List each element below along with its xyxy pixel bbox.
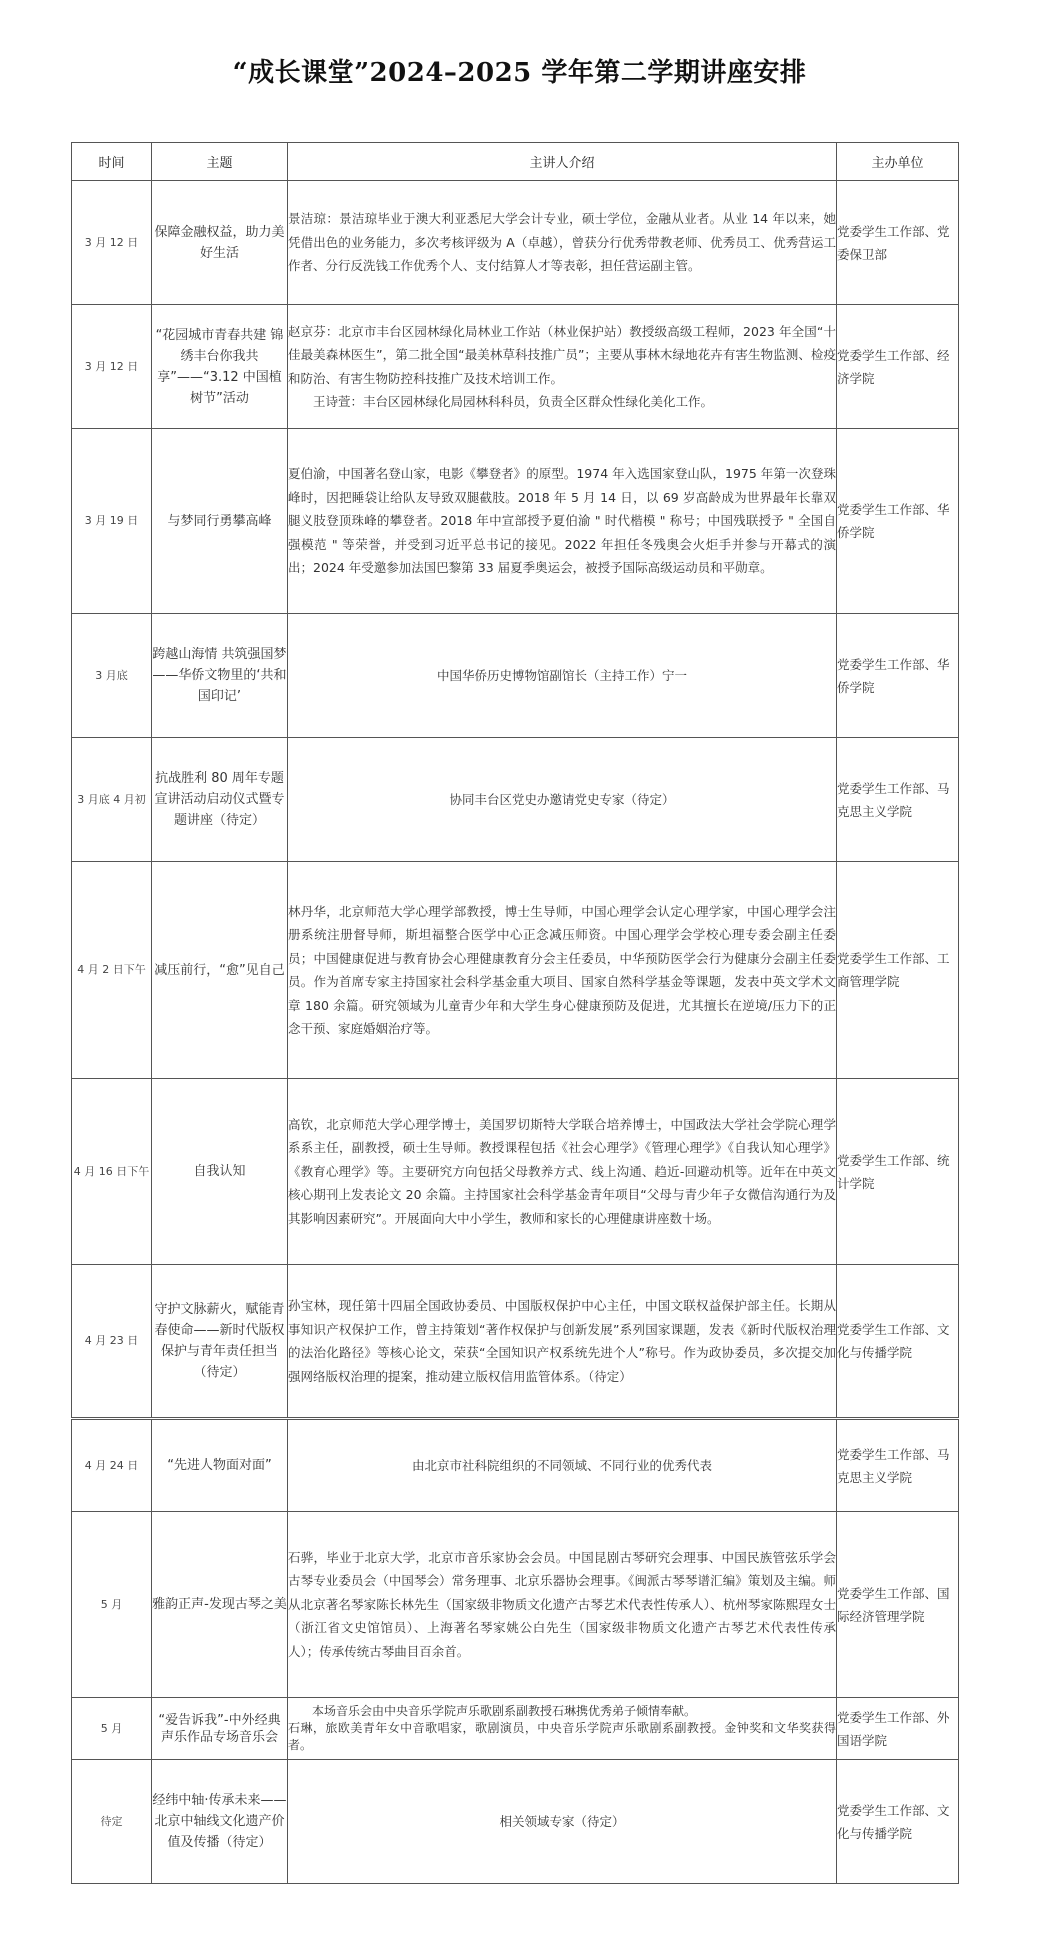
row-date: 待定 [72,1760,152,1884]
row-organizer: 党委学生工作部、文化与传播学院 [837,1265,959,1419]
row-organizer: 党委学生工作部、统计学院 [837,1079,959,1265]
table-row [72,1760,959,1884]
row-topic: 自我认知 [152,1079,288,1265]
row-organizer: 党委学生工作部、党委保卫部 [837,181,959,305]
table-row [72,1512,959,1698]
row-organizer: 党委学生工作部、马克思主义学院 [837,738,959,862]
row-organizer: 党委学生工作部、经济学院 [837,305,959,429]
row-topic: “先进人物面对面” [152,1419,288,1512]
table-row [72,181,959,305]
row-topic: 保障金融权益，助力美好生活 [152,181,288,305]
row-topic: 与梦同行勇攀高峰 [152,429,288,614]
row-speaker-intro: 石骅，毕业于北京大学，北京市音乐家协会会员。中国昆剧古琴研究会理事、中国民族管弦乐学会古琴专业委员会（中国琴会）常务理事、北京乐器协会理事。《闽派古琴琴谱汇编》策划及主编。师从北京著名琴家陈长林先生（国家级非物质文化遗产古琴艺术代表性传承人）、杭州琴家陈熙珵女士（浙江省文史馆馆员）、上海著名琴家姚公白先生（国家级非物质文化遗产古琴艺术代表性传承人）；传承传统古琴曲目百余首。 [288,1512,837,1698]
page-title: “成长课堂”2024–2025 学年第二学期讲座安排 [232,58,807,88]
header-topic: 主题 [152,143,288,181]
table-row [72,429,959,614]
row-topic: “爱告诉我”-中外经典声乐作品专场音乐会 [152,1698,288,1760]
row-date: 3 月 12 日 [72,305,152,429]
row-date: 3 月底 4 月初 [72,738,152,862]
speaker-intro-secondary: 石琳，旅欧美青年女中音歌唱家，歌剧演员，中央音乐学院声乐歌剧系副教授。金钟奖和文华奖获得者。 [288,1721,836,1752]
row-topic: 跨越山海情 共筑强国梦——华侨文物里的‘共和国印记’ [152,614,288,738]
speaker-intro-secondary: 王诗萱：丰台区园林绿化局园林科科员，负责全区群众性绿化美化工作。 [313,394,714,409]
row-date: 4 月 2 日下午 [72,862,152,1079]
table-row [72,862,959,1079]
row-date: 3 月 12 日 [72,181,152,305]
row-date: 5 月 [72,1512,152,1698]
row-speaker-intro: 由北京市社科院组织的不同领域、不同行业的优秀代表 [288,1419,837,1512]
row-topic: 守护文脉薪火，赋能青春使命——新时代版权保护与青年责任担当（待定） [152,1265,288,1419]
row-topic: 抗战胜利 80 周年专题宣讲活动启动仪式暨专题讲座（待定） [152,738,288,862]
header-speaker: 主讲人介绍 [288,143,837,181]
row-speaker-intro: 相关领域专家（待定） [288,1760,837,1884]
row-speaker-intro: 林丹华，北京师范大学心理学部教授，博士生导师，中国心理学会认定心理学家，中国心理学会注册系统注册督导师，斯坦福整合医学中心正念减压师资。中国心理学会学校心理专委会副主任委员；中国健康促进与教育协会心理健康教育分会主任委员，中华预防医学会行为健康分会副主任委员。作为首席专家主持国家社会科学基金重大项目、国家自然科学基金等课题，发表中英文学术文章 180 余篇。研究领域为儿童青少年和大学生身心健康预防及促进，尤其擅长在逆境/压力下的正念干预、家庭婚姻治疗等。 [288,862,837,1079]
row-speaker-intro: 中国华侨历史博物馆副馆长（主持工作）宁一 [288,614,837,738]
row-date: 3 月底 [72,614,152,738]
row-speaker-intro [288,1698,837,1760]
row-date: 5 月 [72,1698,152,1760]
row-topic: 雅韵正声-发现古琴之美 [152,1512,288,1698]
table-row [72,305,959,429]
row-speaker-intro: 夏伯渝，中国著名登山家，电影《攀登者》的原型。1974 年入选国家登山队，1975 年第一次登珠峰时，因把睡袋让给队友导致双腿截肢。2018 年 5 月 14 日，以 69 岁高龄成为世界最年长靠双腿义肢登顶珠峰的攀登者。2018 年中宣部授予夏伯渝 " 时代楷模 " 称号；中国残联授予 " 全国自强模范 " 等荣誉，并受到习近平总书记的接见。2022 年担任冬残奥会火炬手并参与开幕式的演出；2024 年受邀参加法国巴黎第 33 届夏季奥运会，被授予国际高级运动员和平勋章。 [288,429,837,614]
row-date: 4 月 23 日 [72,1265,152,1419]
header-time: 时间 [72,143,152,181]
row-topic: 减压前行，“愈”见自己 [152,862,288,1079]
table-row [72,1079,959,1265]
lecture-schedule-table [71,142,959,1884]
speaker-intro-main: 本场音乐会由中央音乐学院声乐歌剧系副教授石琳携优秀弟子倾情奉献。 [312,1704,697,1718]
table-row [72,738,959,862]
row-topic: “花园城市青春共建 锦绣丰台你我共享”——“3.12 中国植树节”活动 [152,305,288,429]
row-organizer: 党委学生工作部、马克思主义学院 [837,1419,959,1512]
table-row [72,614,959,738]
row-organizer: 党委学生工作部、国际经济管理学院 [837,1512,959,1698]
row-speaker-intro: 协同丰台区党史办邀请党史专家（待定） [288,738,837,862]
row-date: 4 月 24 日 [72,1419,152,1512]
row-speaker-intro: 景洁琼：景洁琼毕业于澳大利亚悉尼大学会计专业，硕士学位，金融从业者。从业 14 年以来，她凭借出色的业务能力，多次考核评级为 A（卓越），曾获分行优秀带教老师、优秀员工、优秀营运工作者、分行反洗钱工作优秀个人、支付结算人才等表彰，担任营运副主管。 [288,181,837,305]
row-speaker-intro: 孙宝林，现任第十四届全国政协委员、中国版权保护中心主任，中国文联权益保护部主任。长期从事知识产权保护工作，曾主持策划“著作权保护与创新发展”系列国家课题，发表《新时代版权治理的法治化路径》等核心论文，荣获“全国知识产权系统先进个人”称号。作为政协委员，多次提交加强网络版权治理的提案，推动建立版权信用监管体系。（待定） [288,1265,837,1419]
row-organizer: 党委学生工作部、外国语学院 [837,1698,959,1760]
table-row [72,1419,959,1512]
row-speaker-intro: 高钦，北京师范大学心理学博士，美国罗切斯特大学联合培养博士，中国政法大学社会学院心理学系系主任，副教授，硕士生导师。教授课程包括《社会心理学》《管理心理学》《自我认知心理学》《教育心理学》等。主要研究方向包括父母教养方式、线上沟通、趋近-回避动机等。近年在中英文核心期刊上发表论文 20 余篇。主持国家社会科学基金青年项目“父母与青少年子女微信沟通行为及其影响因素研究”。开展面向大中小学生，教师和家长的心理健康讲座数十场。 [288,1079,837,1265]
table-row [72,1698,959,1760]
row-speaker-intro [288,305,837,429]
row-organizer: 党委学生工作部、华侨学院 [837,614,959,738]
speaker-intro-main: 赵京芬：北京市丰台区园林绿化局林业工作站（林业保护站）教授级高级工程师，2023 年全国“十佳最美森林医生”，第二批全国“最美林草科技推广员”；主要从事林木绿地花卉有害生物监测、检疫和防治、有害生物防控科技推广及技术培训工作。 [288,323,836,386]
table-header-row [72,143,959,181]
row-topic: 经纬中轴·传承未来——北京中轴线文化遗产价值及传播（待定） [152,1760,288,1884]
header-organizer: 主办单位 [837,143,959,181]
row-organizer: 党委学生工作部、工商管理学院 [837,862,959,1079]
row-date: 3 月 19 日 [72,429,152,614]
table-row [72,1265,959,1419]
row-organizer: 党委学生工作部、文化与传播学院 [837,1760,959,1884]
row-organizer: 党委学生工作部、华侨学院 [837,429,959,614]
row-date: 4 月 16 日下午 [72,1079,152,1265]
